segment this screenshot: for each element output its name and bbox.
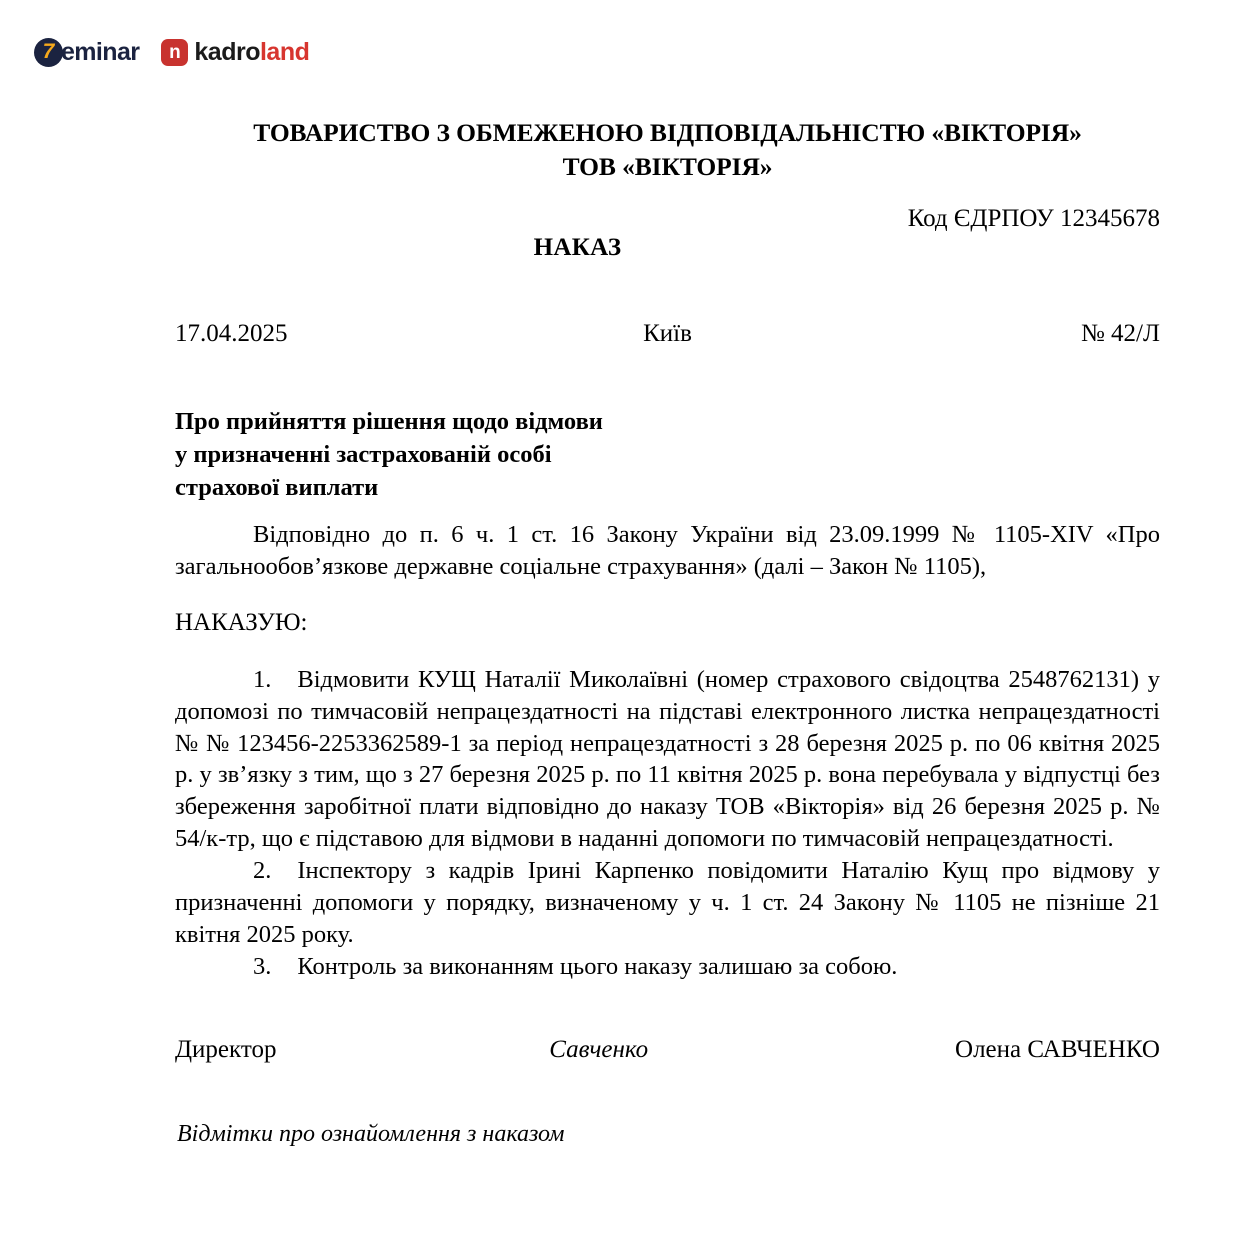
signature-row bbox=[175, 1036, 1160, 1064]
document-date: 17.04.2025 bbox=[175, 320, 288, 347]
handwritten-signature: Савченко bbox=[549, 1036, 649, 1063]
kadroland-mark-letter: n bbox=[169, 41, 181, 63]
organization-title bbox=[175, 116, 1160, 183]
order-item-3-text: Контроль за виконанням цього наказу залишаю за собою. bbox=[297, 953, 898, 981]
acknowledgement-note: Відмітки про ознайомлення з наказом bbox=[177, 1121, 565, 1147]
document-type-heading: НАКАЗ bbox=[533, 234, 622, 261]
document-body bbox=[175, 519, 1160, 983]
order-item-1-number: 1. bbox=[253, 665, 272, 693]
signatory-name: Олена САВЧЕНКО bbox=[955, 1036, 1160, 1063]
document-number: № 42/Л bbox=[1080, 320, 1160, 347]
document-city: Київ bbox=[643, 320, 692, 347]
branding-logo-bar bbox=[34, 38, 309, 67]
zeminar-wordmark: eminar bbox=[61, 38, 140, 66]
order-verb: НАКАЗУЮ: bbox=[175, 608, 308, 636]
preamble-paragraph: Відповідно до п. 6 ч. 1 ст. 16 Закону України від 23.09.1999 № 1105-XIV «Про загальнообов’язкове державне соціальне страхування» (далі – Закон № 1105), bbox=[175, 521, 1160, 580]
kadroland-wordmark bbox=[194, 38, 309, 67]
edrpou-code: Код ЄДРПОУ 12345678 bbox=[907, 205, 1160, 232]
zeminar-seven-icon: 7 bbox=[34, 38, 63, 67]
order-item-3-number: 3. bbox=[253, 953, 272, 981]
order-item-2 bbox=[175, 855, 1160, 951]
organization-title-line1: ТОВАРИСТВО З ОБМЕЖЕНОЮ ВІДПОВІДАЛЬНІСТЮ «ВІКТОРІЯ» bbox=[253, 118, 1082, 147]
document-meta-row bbox=[175, 320, 1160, 348]
zeminar-logo[interactable] bbox=[34, 38, 139, 67]
order-item-3 bbox=[175, 951, 1160, 983]
kadroland-house-icon bbox=[161, 39, 188, 66]
order-item-1 bbox=[175, 664, 1160, 856]
order-item-2-number: 2. bbox=[253, 857, 272, 885]
order-item-1-text: Відмовити КУЩ Наталії Миколаївні (номер страхового свідоцтва 2548762131) у допомозі по тимчасовій непрацездатності на підставі електронного листка непрацездатності № № 123456-2253362589-1 за період непрацездатності з 28 березня 2025 р. по 06 квітня 2025 р. у зв’язку з тим, що з 27 березня 2025 р. по 11 квітня 2025 р. вона перебувала у відпустці без збереження заробітної плати відповідно до наказу ТОВ «Вікторія» від 26 березня 2025 р. № 54/к-тр, що є підставою для відмови в наданні допомоги по тимчасовій непрацездатності. bbox=[175, 665, 1160, 853]
organization-title-line2: ТОВ «ВІКТОРІЯ» bbox=[562, 151, 773, 181]
signatory-position: Директор bbox=[175, 1036, 277, 1063]
spacer bbox=[175, 640, 1160, 664]
document-subject-line1: Про прийняття рішення щодо відмови bbox=[175, 408, 603, 435]
document-subject-line3: страхової виплати bbox=[175, 473, 379, 501]
spacer bbox=[175, 583, 1160, 607]
document-subject bbox=[175, 406, 815, 504]
kadroland-wordmark-part2: land bbox=[259, 38, 310, 66]
order-item-2-text: Інспектору з кадрів Ірині Карпенко повідомити Наталію Кущ про відмову у призначенні допомоги у порядку, визначеному у ч. 1 ст. 24 Закону № 1105 не пізніше 21 квітня 2025 року. bbox=[175, 857, 1160, 949]
document-subject-line2: у призначенні застрахованій особі bbox=[175, 440, 552, 468]
kadroland-wordmark-part1: kadro bbox=[194, 38, 260, 66]
kadroland-logo[interactable] bbox=[161, 38, 309, 67]
